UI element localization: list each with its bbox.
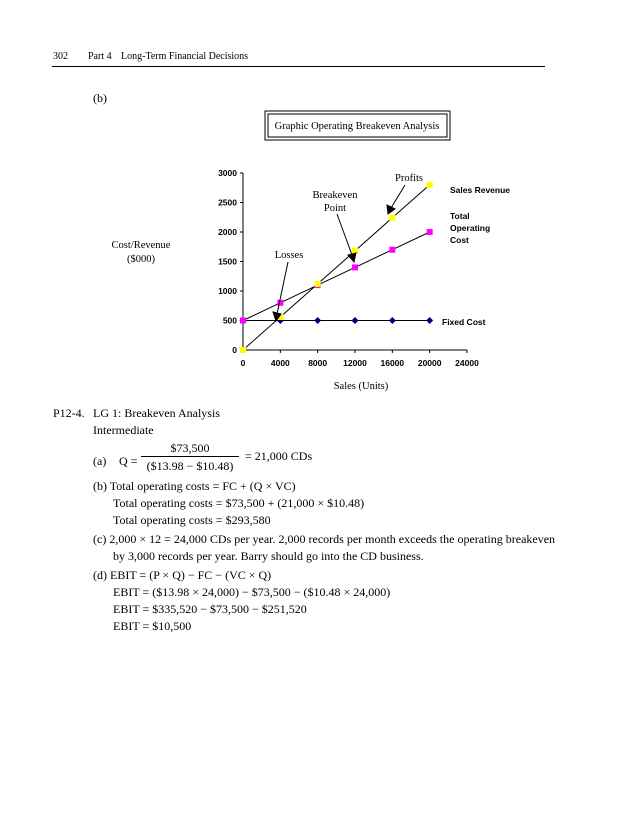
- breakeven-arrowhead: [348, 253, 356, 262]
- data-point: [389, 247, 395, 253]
- part-a-denominator: ($13.98 − $10.48): [146, 459, 234, 473]
- part-a-label: (a): [93, 454, 107, 468]
- data-point: [352, 317, 359, 324]
- annotation-breakeven-line2: Point: [323, 203, 347, 214]
- x-tick-label: 20000: [417, 358, 442, 368]
- part-b-line2: Total operating costs = $73,500 + (21,000 × $10.48): [113, 496, 365, 510]
- y-tick-label: 1500: [218, 256, 237, 267]
- problem-number: P12-4.: [53, 406, 85, 420]
- legend-total-line1: Total: [450, 211, 470, 221]
- y-axis-label-line1: Cost/Revenue: [111, 240, 171, 251]
- x-tick-label: 8000: [308, 358, 328, 368]
- data-point: [389, 317, 396, 324]
- y-axis-label-line2: ($000): [127, 254, 155, 265]
- data-point: [426, 317, 433, 324]
- series-line: [243, 232, 430, 321]
- legend-total-line2: Operating: [450, 223, 491, 233]
- fraction-bar: [141, 456, 239, 457]
- problem-level: Intermediate: [93, 423, 154, 437]
- data-point: [240, 347, 246, 353]
- annotation-losses: Losses: [274, 250, 304, 261]
- x-tick-label: 24000: [455, 358, 479, 368]
- chart-title: Graphic Operating Breakeven Analysis: [274, 121, 440, 132]
- data-point: [240, 318, 246, 324]
- x-axis-label: Sales (Units): [333, 381, 389, 392]
- legend-sales-revenue: Sales Revenue: [450, 185, 511, 195]
- part-b-line1: (b) Total operating costs = FC + (Q × VC): [93, 479, 296, 493]
- data-point: [277, 300, 283, 306]
- part-c-line2: by 3,000 records per year. Barry should go into the CD business.: [113, 549, 424, 563]
- part-d-line4: EBIT = $10,500: [113, 619, 192, 633]
- data-point: [427, 229, 433, 235]
- legend-fixed-cost: Fixed Cost: [442, 317, 486, 327]
- annotation-profits: Profits: [394, 173, 424, 184]
- part-title: Long-Term Financial Decisions: [121, 51, 249, 62]
- part-d-line2: EBIT = ($13.98 × 24,000) − $73,500 − ($10.48 × 24,000): [113, 585, 391, 599]
- x-tick-label: 4000: [270, 358, 290, 368]
- y-tick-label: 2000: [218, 227, 237, 237]
- profits-arrow-line: [391, 185, 405, 208]
- part-label: Part 4: [88, 51, 112, 62]
- problem-title: LG 1: Breakeven Analysis: [93, 406, 220, 420]
- data-point: [427, 182, 433, 188]
- section-b-label: (b): [93, 91, 107, 105]
- x-tick-label: 16000: [380, 358, 405, 368]
- profits-arrowhead: [387, 205, 395, 214]
- breakeven-arrow-line: [337, 214, 352, 255]
- data-point: [352, 264, 358, 270]
- part-b-line3: Total operating costs = $293,580: [113, 513, 271, 527]
- y-tick-label: 0: [232, 345, 237, 355]
- y-tick-label: 3000: [218, 168, 237, 178]
- y-tick-label: 1000: [218, 286, 237, 296]
- data-point: [315, 281, 321, 287]
- part-d-line1: (d) EBIT = (P × Q) − FC − (VC × Q): [93, 568, 272, 582]
- y-tick-label: 500: [222, 315, 237, 326]
- y-tick-label: 2500: [218, 197, 237, 208]
- annotation-breakeven-line1: Breakeven: [312, 190, 358, 201]
- x-tick-label: 12000: [343, 358, 367, 368]
- losses-arrow-line: [277, 262, 288, 314]
- x-tick-label: 0: [240, 358, 246, 368]
- legend-total-line3: Cost: [450, 235, 469, 245]
- part-a-result: = 21,000 CDs: [245, 449, 313, 463]
- page-number: 302: [53, 51, 68, 62]
- part-c-line1: (c) 2,000 × 12 = 24,000 CDs per year. 2,000 records per month exceeds the operating breakeven: [93, 532, 556, 546]
- part-a-q: Q =: [119, 454, 138, 468]
- part-d-line3: EBIT = $335,520 − $73,500 − $251,520: [113, 602, 307, 616]
- data-point: [389, 215, 395, 221]
- data-point: [314, 317, 321, 324]
- part-a-numerator: $73,500: [170, 441, 210, 455]
